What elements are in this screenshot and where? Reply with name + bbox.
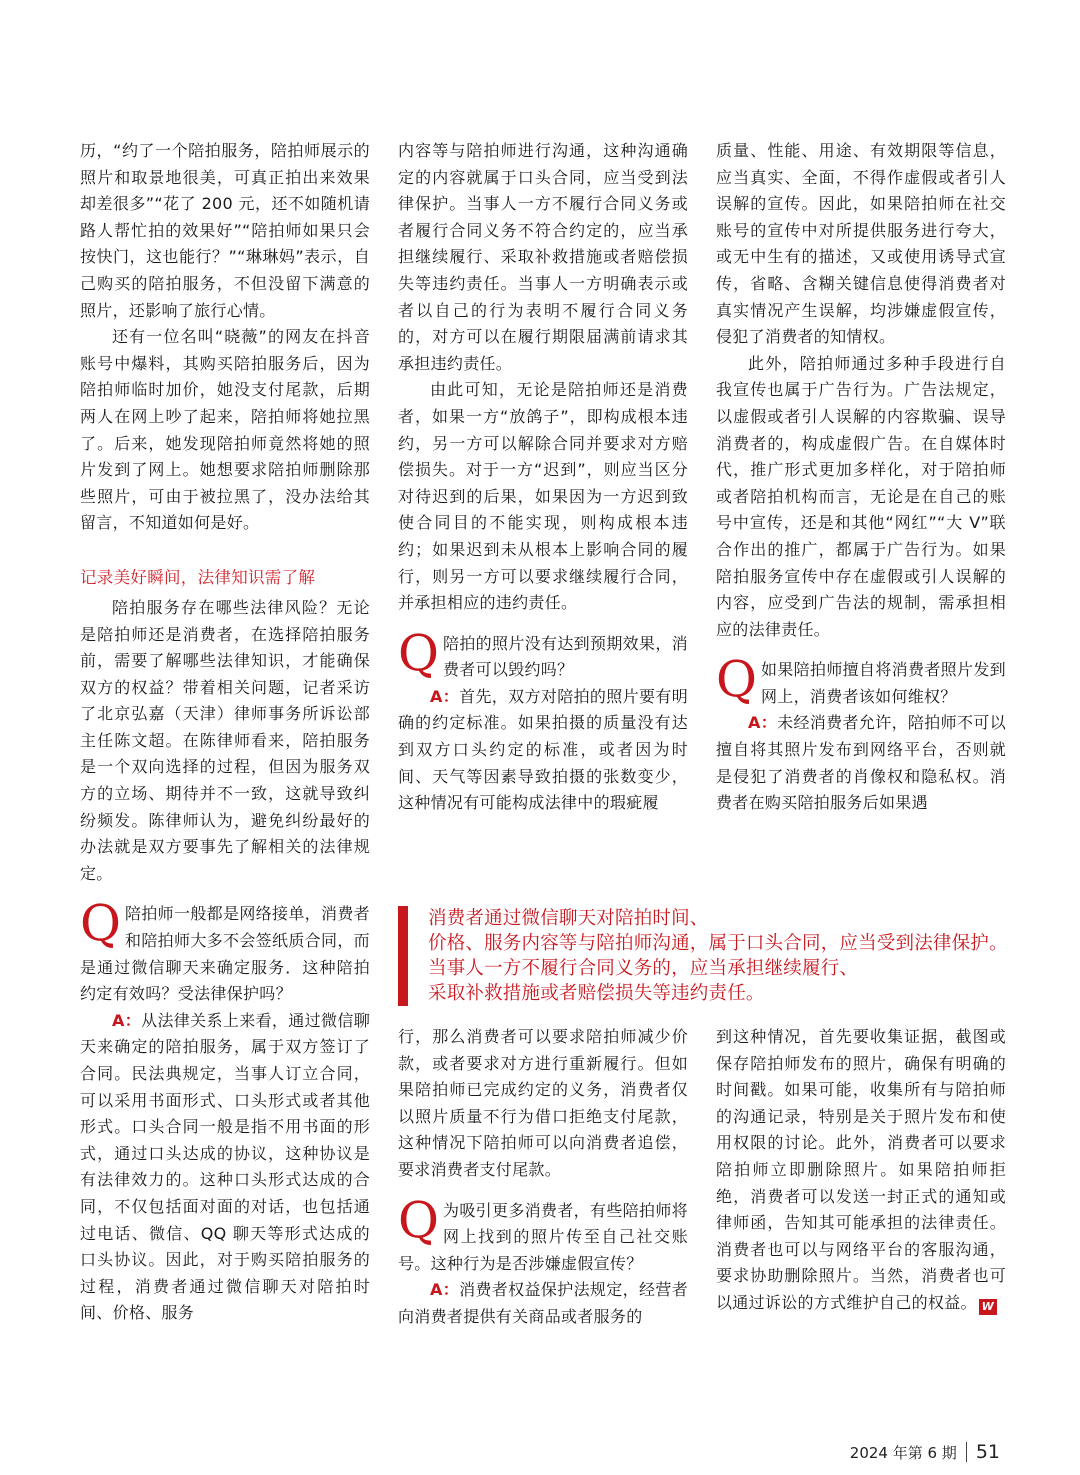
end-mark-icon: W: [979, 1299, 997, 1315]
paragraph: 由此可知，无论是陪拍师还是消费者，如果一方“放鸽子”，即构成根本违约，另一方可以解除合同并要求对方赔偿损失。对于一方“迟到”，则应当区分对待迟到的后果，如果因为一方迟到致使合同目的不能实现，则构成根本违约；如果迟到未从根本上影响合同的履行，则另一方可以要求继续履行合同，并承担相应的违约责任。: [398, 380, 688, 613]
answer-text: 消费者权益保护法规定，经营者向消费者提供有关商品或者服务的: [398, 1280, 688, 1326]
page-footer: [850, 1441, 1000, 1463]
question-block: [398, 1190, 688, 1278]
question-text: 陪拍师一般都是网络接单，消费者和陪拍师大多不会签纸质合同，而是通过微信聊天来确定服务．这种陪拍约定有效吗？受法律保护吗？: [80, 904, 370, 1004]
q-mark: Q: [398, 623, 439, 682]
column-1: [80, 138, 370, 1327]
answer-label: A：: [430, 1280, 460, 1300]
answer-text: 从法律关系上来看，通过微信聊天来确定的陪拍服务，属于双方签订了合同。民法典规定，当事人订立合同，可以采用书面形式、口头形式或者其他形式。口头合同一般是指不用书面的形式，通过口头达成的协议，这种协议是有法律效力的。这种口头形式达成的合同，不仅包括面对面的对话，也包括通过电话、微信、QQ 聊天等形式达成的口头协议。因此，对于购买陪拍服务的过程，消费者通过微信聊天对陪拍时间、价格、服务: [80, 1010, 370, 1323]
answer-label: A：: [112, 1010, 142, 1030]
footer-divider: [966, 1442, 967, 1462]
pull-quote-line: 当事人一方不履行合同义务的，应当承担继续履行、: [428, 958, 859, 979]
answer-paragraph: [80, 1008, 370, 1327]
paragraph-text: 到这种情况，首先要收集证据，截图或保存陪拍师发布的照片，确保有明确的时间戳。如果可能，收集所有与陪拍师的沟通记录，特别是关于照片发布和使用权限的讨论。此外，消费者可以要求陪拍师立即删除照片。如果陪拍师拒绝，消费者可以发送一封正式的通知或律师函，告知其可能承担的法律责任。消费者也可以与网络平台的客服沟通，要求协助删除照片。当然，消费者也可以通过诉讼的方式维护自己的权益。: [716, 1027, 1006, 1312]
column-3-upper: [716, 138, 1006, 817]
pull-quote-line: 消费者通过微信聊天对陪拍时间、: [428, 908, 709, 929]
question-text: 为吸引更多消费者，有些陪拍师将网上找到的照片传至自己社交账号。这种行为是否涉嫌虚假宣传？: [398, 1200, 688, 1273]
column-2-upper: [398, 138, 688, 817]
question-block: [398, 623, 688, 684]
paragraph: [716, 1024, 1006, 1317]
paragraph: 还有一位名叫“晓薇”的网友在抖音账号中爆料，其购买陪拍服务后，因为陪拍师临时加价，她没支付尾款，后期两人在网上吵了起来，陪拍师将她拉黑了。后来，她发现陪拍师竟然将她的照片发到了网上。她想要求陪拍师删除那些照片，可由于被拉黑了，没办法给其留言，不知道如何是好。: [80, 327, 370, 533]
question-block: [80, 894, 370, 1007]
column-2-lower: [398, 1024, 688, 1331]
question-text: 陪拍的照片没有达到预期效果，消费者可以毁约吗？: [443, 633, 688, 680]
answer-label: A：: [430, 686, 460, 706]
page-number: 51: [975, 1441, 1000, 1463]
section-heading: 记录美好瞬间，法律知识需了解: [80, 567, 316, 587]
q-mark: Q: [716, 650, 757, 709]
answer-paragraph: [398, 1277, 688, 1330]
question-text: 如果陪拍师擅自将消费者照片发到网上，消费者该如何维权？: [761, 660, 1006, 706]
paragraph: 此外，陪拍师通过多种手段进行自我宣传也属于广告行为。广告法规定，以虚假或者引人误解的内容欺骗、误导消费者的，构成虚假广告。在自媒体时代，推广形式更加多样化，对于陪拍师或者陪拍机构而言，无论是在自己的账号中宣传，还是和其他“网红”“大 V”联合作出的推广，都属于广告行为。如果陪拍服务宣传中存在虚假或引人误解的内容，应受到广告法的规制，需承担相应的法律责任。: [716, 353, 1006, 639]
paragraph: 陪拍服务存在哪些法律风险？无论是陪拍师还是消费者，在选择陪拍服务前，需要了解哪些法律知识，才能确保双方的权益？带着相关问题，记者采访了北京弘嘉（天津）律师事务所诉讼部主任陈文超。在陈律师看来，陪拍服务是一个双向选择的过程，但因为服务双方的立场、期待并不一致，这就导致纠纷频发。陈律师认为，避免纠纷最好的办法就是双方要事先了解相关的法律规定。: [80, 597, 370, 883]
q-mark: Q: [398, 1190, 439, 1249]
answer-paragraph: [398, 684, 688, 817]
answer-paragraph: [716, 710, 1006, 816]
issue-label: 2024 年第 6 期: [849, 1443, 957, 1462]
paragraph: 行，那么消费者可以要求陪拍师减少价款，或者要求对方进行重新履行。但如果陪拍师已完成约定的义务，消费者仅以照片质量不行为借口拒绝支付尾款，这种情况下陪拍师可以向消费者追偿，要求消费者支付尾款。: [398, 1027, 688, 1179]
question-block: [716, 650, 1006, 710]
q-mark: Q: [80, 894, 121, 953]
answer-text: 未经消费者允许，陪拍师不可以擅自将其照片发布到网络平台，否则就是侵犯了消费者的肖像权和隐私权。消费者在购买陪拍服务后如果遇: [716, 713, 1006, 813]
pull-quote-line: 采取补救措施或者赔偿损失等违约责任。: [428, 983, 765, 1004]
paragraph: 内容等与陪拍师进行沟通，这种沟通确定的内容就属于口头合同，应当受到法律保护。当事人一方不履行合同义务或者履行合同义务不符合约定的，应当承担继续履行、采取补救措施或者赔偿损失等违约责任。当事人一方明确表示或者以自己的行为表明不履行合同义务的，对方可以在履行期限届满前请求其承担违约责任。: [398, 141, 688, 373]
pull-quote: [398, 906, 1048, 1006]
paragraph: 历，“约了一个陪拍服务，陪拍师展示的照片和取景地很美，可真正拍出来效果却差很多”“花了 200 元，还不如随机请路人帮忙拍的效果好”“陪拍师如果只会按快门，这也能行？”“琳琳妈”表示，自己购买的陪拍服务，不但没留下满意的照片，还影响了旅行心情。: [80, 141, 370, 320]
column-3-lower: [716, 1024, 1006, 1317]
pull-quote-line: 价格、服务内容等与陪拍师沟通，属于口头合同，应当受到法律保护。: [428, 933, 1008, 954]
answer-label: A：: [748, 713, 778, 733]
answer-text: 首先，双方对陪拍的照片要有明确的约定标准。如果拍摄的质量没有达到双方口头约定的标准，或者因为时间、天气等因素导致拍摄的张数变少，这种情况有可能构成法律中的瑕疵履: [398, 686, 688, 813]
paragraph: 质量、性能、用途、有效期限等信息，应当真实、全面，不得作虚假或者引人误解的宣传。因此，如果陪拍师在社交账号的宣传中对所提供服务进行夸大，或无中生有的描述，又或使用诱导式宣传，省略、含糊关键信息使得消费者对真实情况产生误解，均涉嫌虚假宣传，侵犯了消费者的知情权。: [716, 141, 1006, 347]
